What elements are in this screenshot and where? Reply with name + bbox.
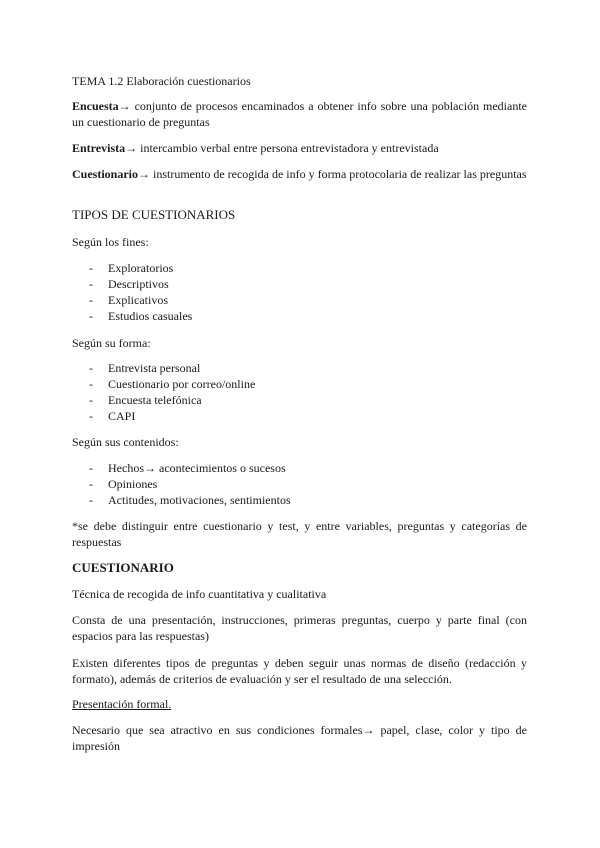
list-contenidos xyxy=(72,460,512,508)
definition-cuestionario xyxy=(72,166,527,182)
list-item: - CAPI xyxy=(89,409,136,423)
final-paragraph: Necesario que sea atractivo en sus condiciones formales→ papel, clase, color y tipo de impresión xyxy=(72,723,527,753)
paragraph: Técnica de recogida de info cuantitativa y cualitativa xyxy=(72,587,327,601)
list-fines xyxy=(72,260,512,324)
arrow: → xyxy=(118,99,131,113)
list-item: - Hechos→ acontecimientos o sucesos xyxy=(89,461,286,475)
list-item: - Cuestionario por correo/online xyxy=(89,377,256,391)
section-heading: CUESTIONARIO xyxy=(72,560,174,575)
arrow: → xyxy=(125,141,138,155)
list-item: - Estudios casuales xyxy=(89,309,193,323)
definition-term: Encuesta xyxy=(72,99,119,113)
definition-text: intercambio verbal entre persona entrevistadora y entrevistada xyxy=(137,141,439,155)
group-heading-fines: Según los fines: xyxy=(72,235,149,249)
paragraph: Consta de una presentación, instrucciones, primeras preguntas, cuerpo y parte final (con espacios para las respuestas) xyxy=(72,613,527,643)
list-item: - Actitudes, motivaciones, sentimientos xyxy=(89,493,291,507)
list-item: - Exploratorios xyxy=(89,261,174,275)
arrow: → xyxy=(138,167,150,181)
definition-term: Cuestionario xyxy=(72,167,138,181)
group-heading-contenidos: Según sus contenidos: xyxy=(72,435,179,449)
types-heading: TIPOS DE CUESTIONARIOS xyxy=(72,207,236,222)
definition-text: instrumento de recogida de info y forma protocolaria de realizar las preguntas xyxy=(150,167,527,181)
list-item: - Descriptivos xyxy=(89,277,169,291)
list-forma xyxy=(72,360,512,424)
group-heading-forma: Según su forma: xyxy=(72,336,151,350)
document-title: TEMA 1.2 Elaboración cuestionarios xyxy=(72,74,251,88)
definition-text: conjunto de procesos encaminados a obtener info sobre una población mediante un cuestionario de preguntas xyxy=(72,99,527,129)
definition-entrevista xyxy=(72,140,527,156)
definition-term: Entrevista xyxy=(72,141,126,155)
list-item: - Explicativos xyxy=(89,293,168,307)
note: *se debe distinguir entre cuestionario y test, y entre variables, preguntas y categorías de respuestas xyxy=(72,519,527,549)
list-item: - Entrevista personal xyxy=(89,361,201,375)
definition-encuesta xyxy=(72,98,527,130)
subsection-heading: Presentación formal. xyxy=(72,697,172,711)
list-item: - Encuesta telefónica xyxy=(89,393,202,407)
paragraph: Existen diferentes tipos de preguntas y deben seguir unas normas de diseño (redacción y formato), además de criterios de evaluación y ser el resultado de una selección. xyxy=(72,656,527,686)
list-item: - Opiniones xyxy=(89,477,158,491)
